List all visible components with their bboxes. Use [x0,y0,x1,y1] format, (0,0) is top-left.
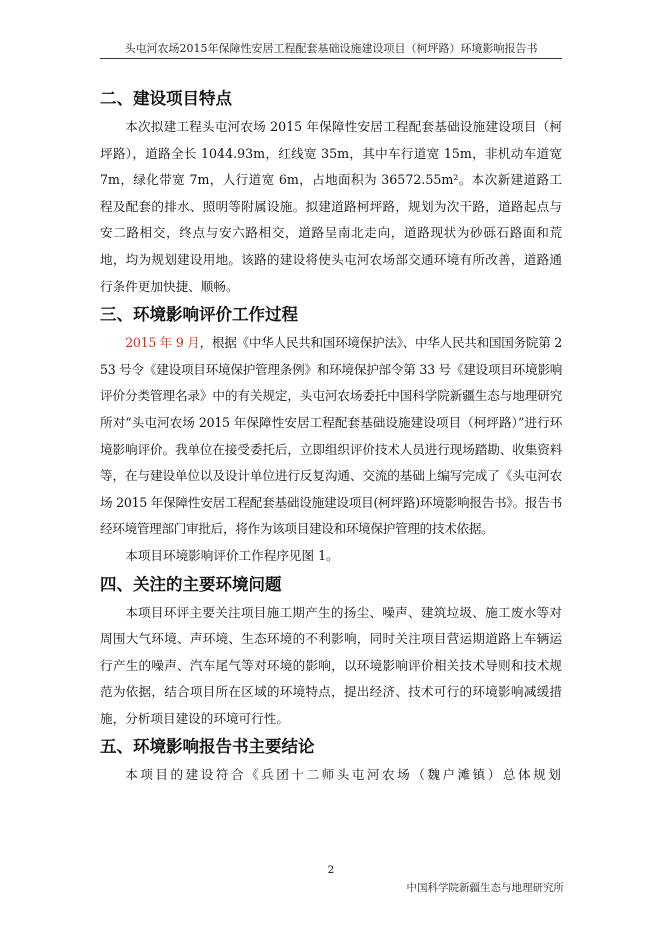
document-body [100,84,562,789]
running-header: 头屯河农场2015年保障性安居工程配套基础设施建设项目（柯坪路）环境影响报告书 [124,42,538,55]
paragraph-eia-procedure-note: 本项目环境影响评价工作程序见图 1。 [125,547,339,563]
paragraph-conclusions: 本项目的建设符合《兵团十二师头屯河农场（魏户滩镇）总体规划 [125,767,562,783]
section-heading-eia-process: 三、环境影响评价工作过程 [100,305,298,325]
page-number: 2 [327,864,335,876]
section-heading-key-issues: 四、关注的主要环境问题 [100,574,282,594]
paragraph-eia-process [100,330,562,543]
highlighted-date: 2015 年 9 月 [125,335,200,351]
section-heading-conclusions: 五、环境影响报告书主要结论 [100,737,315,757]
section-heading-project-features: 二、建设项目特点 [100,89,232,108]
header-rule [100,58,562,59]
paragraph-project-features: 本次拟建工程头屯河农场 2015 年保障性安居工程配套基础设施建设项目（柯坪路），道路全长 1044.93m，红线宽 35m，其中车行道宽 15m，非机动车道宽 7m，绿化带宽 7m，人行道宽 6m，占地面积为 36572.55m²。本次新建道路工程及配套的排水、照明等附属设施。拟建道路柯坪路，规划为次干路，道路起点与安二路相交，终点与安六路相交，道路呈南北走向，道路现状为砂砾石路面和荒地，均为规划建设用地。该路的建设将使头屯河农场部交通环境有所改善，道路通行条件更加快捷、顺畅。 [100,119,562,294]
paragraph-key-issues: 本项目环评主要关注项目施工期产生的扬尘、噪声、建筑垃圾、施工废水等对周围大气环境、声环境、生态环境的不利影响，同时关注项目营运期道路上车辆运行产生的噪声、汽车尾气等对环境的影响，以环境影响评价相关技术导则和技术规范为依据，结合项目所在区域的环境特点，提出经济、技术可行的环境影响减缓措施，分析项目建设的环境可行性。 [100,604,562,726]
footer-organization: 中国科学院新疆生态与地理研究所 [406,882,564,894]
paragraph-eia-process-text: ，根据《中华人民共和国环境保护法》、中华人民共和国国务院第 253 号令《建设项目环境保护管理条例》和环境保护部令第 33 号《建设项目环境影响评价分类管理名录》中的有关规定，头屯河农场委托中国科学院新疆生态与地理研究所对“头屯河农场 2015 年保障性安居工程配套基础设施建设项目（柯坪路）”进行环境影响评价。我单位在接受委托后，立即组织评价技术人员进行现场踏勘、收集资料等，在与建设单位以及设计单位进行反复沟通、交流的基础上编写完成了《头屯河农场 2015 年保障性安居工程配套基础设施建设项目(柯坪路)环境影响报告书》。报告书经环境管理部门审批后，将作为该项目建设和环境保护管理的技术依据。 [100,335,562,537]
